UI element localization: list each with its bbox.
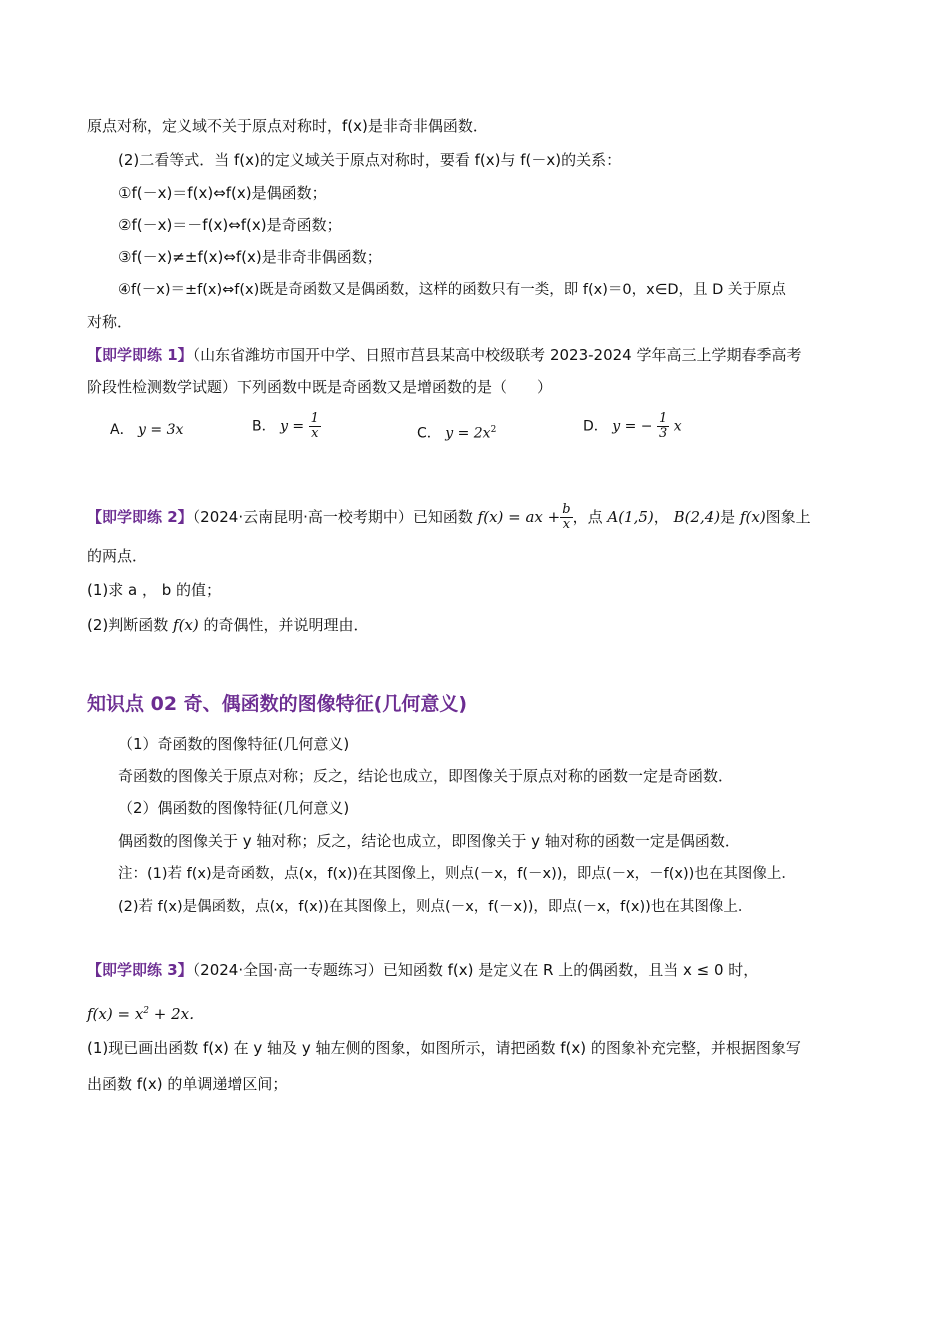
superscript: 2 <box>490 425 497 435</box>
formula: f(x) <box>173 616 199 634</box>
formula: B(2,4) <box>673 508 721 526</box>
option-label: B． <box>252 418 276 435</box>
exercise-2-question: (1)求 a ， b 的值； <box>87 581 222 599</box>
option-formula: x <box>673 418 682 435</box>
exercise-1-line: 阶段性检测数学试题）下列函数中既是奇函数又是增函数的是（ ） <box>87 378 553 396</box>
exercise-text: （2024·全国·高一专题练习）已知函数 f(x) 是定义在 R 上的偶函数，且当 x ≤ 0 时， <box>192 961 759 979</box>
option-formula: y = 3x <box>138 422 184 438</box>
text-line: 偶函数的图像关于 y 轴对称；反之，结论也成立，即图像关于 y 轴对称的函数一定是偶函数． <box>118 832 740 850</box>
exercise-text: (2)判断函数 <box>87 616 169 634</box>
fraction-denominator: x <box>311 426 319 441</box>
exercise-tag: 【即学即练 1】 <box>87 346 193 364</box>
formula: f(x) = x <box>87 1005 144 1023</box>
fraction-numerator: 1 <box>310 411 319 426</box>
option-c <box>417 420 496 444</box>
exercise-2-line <box>87 503 811 532</box>
exercise-text: （山东省潍坊市国开中学、日照市莒县某高中校级联考 2023-2024 学年高三上学期春季高考 <box>192 346 802 364</box>
option-label: A． <box>110 422 134 438</box>
option-formula: y = 2x <box>445 425 491 442</box>
exercise-text: 的奇偶性，并说明理由． <box>203 616 369 634</box>
fraction-denominator: x <box>562 517 571 532</box>
exercise-3-question: (1)现已画出函数 f(x) 在 y 轴及 y 轴左侧的图象，如图所示，请把函数 f(x) 的图象补充完整，并根据图象写 <box>87 1039 801 1057</box>
option-label: D． <box>583 418 608 435</box>
exercise-text: 是 <box>720 508 736 526</box>
fraction-denominator: 3 <box>658 426 668 441</box>
exercise-tag: 【即学即练 2】 <box>87 508 193 526</box>
formula: + 2x． <box>149 1005 205 1023</box>
fraction-numerator: 1 <box>658 411 668 426</box>
fraction <box>560 503 572 532</box>
exercise-3-formula <box>87 1001 204 1024</box>
text-line: 奇函数的图像关于原点对称；反之，结论也成立，即图像关于原点对称的函数一定是奇函数． <box>118 767 734 785</box>
fraction <box>657 412 669 441</box>
exercise-2-question <box>87 615 369 635</box>
exercise-text: ，点 <box>572 508 603 526</box>
exercise-text: （2024·云南昆明·高一校考期中）已知函数 <box>192 508 473 526</box>
fraction-numerator: b <box>562 502 571 517</box>
text-line: (2)二看等式．当 f(x)的定义域关于原点对称时，要看 f(x)与 f(－x)的关系： <box>118 151 622 169</box>
option-label: C． <box>417 425 441 442</box>
section-heading: 知识点 02 奇、偶函数的图像特征(几何意义) <box>87 693 468 715</box>
note-line: 注：(1)若 f(x)是奇函数，点(x，f(x))在其图像上，则点(－x，f(－x))，即点(－x，－f(x))也在其图像上． <box>118 866 796 882</box>
subheading: （2）偶函数的图像特征(几何意义) <box>118 799 350 817</box>
exercise-1-line <box>87 345 801 365</box>
text-line: ④f(－x)＝±f(x)⇔f(x)既是奇函数又是偶函数，这样的函数只有一类，即 f(x)＝0，x∈D，且 D 关于原点 <box>118 282 786 298</box>
text-line: 原点对称，定义域不关于原点对称时，f(x)是非奇非偶函数． <box>87 117 488 135</box>
superscript: 2 <box>143 1006 150 1016</box>
exercise-text: ， <box>653 508 669 526</box>
option-a <box>110 420 183 440</box>
exercise-text: 图象上 <box>765 508 811 526</box>
text-line: ①f(－x)＝f(x)⇔f(x)是偶函数； <box>118 184 327 202</box>
formula: A(1,5) <box>607 508 654 526</box>
text-line: ②f(－x)＝－f(x)⇔f(x)是奇函数； <box>118 216 342 234</box>
text-line: ③f(－x)≠±f(x)⇔f(x)是非奇非偶函数； <box>118 248 382 266</box>
exercise-2-line: 的两点． <box>87 547 148 565</box>
formula: f(x) <box>739 508 766 526</box>
option-b <box>252 412 321 441</box>
option-formula: y = <box>280 418 305 435</box>
text-line: 对称． <box>87 313 133 331</box>
exercise-3-question: 出函数 f(x) 的单调递增区间； <box>87 1075 288 1093</box>
note-line: (2)若 f(x)是偶函数，点(x，f(x))在其图像上，则点(－x，f(－x))，即点(－x，f(x))也在其图像上． <box>118 899 753 915</box>
option-d <box>583 412 682 441</box>
formula: f(x) = ax + <box>477 508 561 526</box>
exercise-3-line <box>87 960 758 980</box>
fraction <box>309 412 321 441</box>
subheading: （1）奇函数的图像特征(几何意义) <box>118 735 350 753</box>
exercise-tag: 【即学即练 3】 <box>87 961 193 979</box>
option-formula: y = − <box>612 418 653 435</box>
